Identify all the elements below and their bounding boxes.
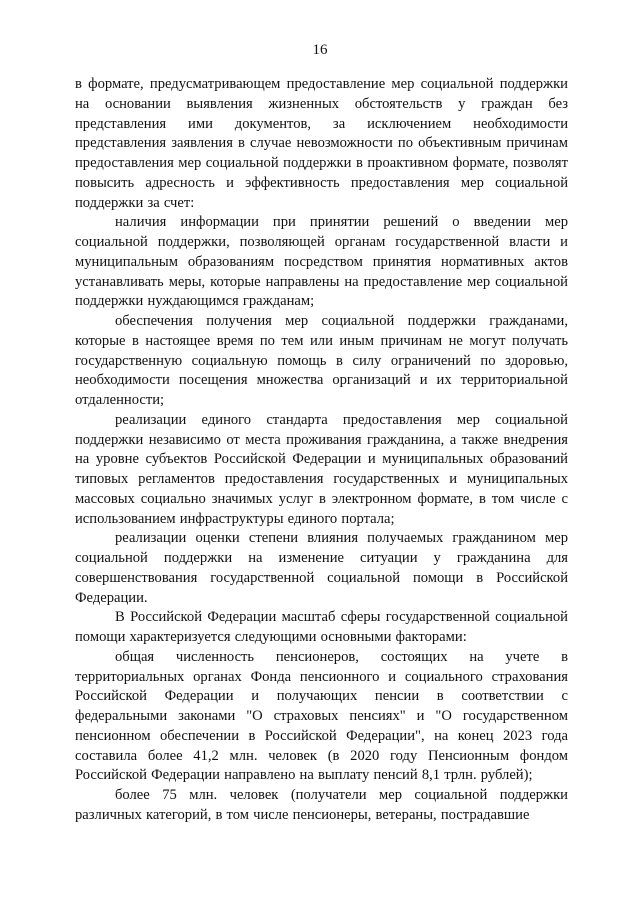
paragraph-1: в формате, предусматривающем предоставление мер социальной поддержки на основании выявления жизненных обстоятельств у граждан без представления ими документов, за исключением необходимости представления заявления в случае невозможности по объективным причинам предоставления мер социальной поддержки в проактивном формате, позволят повысить адресность и эффективность предоставления мер социальной поддержки за счет: <box>75 76 568 211</box>
document-body <box>75 75 568 826</box>
paragraph-3: обеспечения получения мер социальной поддержки гражданами, которые в настоящее время по тем или иным причинам не могут получать государственную социальную помощь в силу ограничений по здоровью, необходимости посещения множества организаций и их территориальной отдаленности; <box>75 313 568 408</box>
paragraph-2: наличия информации при принятии решений о введении мер социальной поддержки, позволяющей органам государственной власти и муниципальным образованиям посредством принятия нормативных актов устанавливать меры, которые направлены на предоставление мер социальной поддержки нуждающимся гражданам; <box>75 214 568 310</box>
paragraph-7: общая численность пенсионеров, состоящих на учете в территориальных органах Фонда пенсионного и социального страхования Российской Федерации и получающих пенсии в соответствии с федеральными законами "О страховых пенсиях" и "О государственном пенсионном обеспечении в Российской Федерации", на конец 2023 года составила более 41,2 млн. человек (в 2020 году Пенсионным фондом Российской Федерации направлено на выплату пенсий 8,1 трлн. рублей); <box>75 648 568 784</box>
paragraph-6: В Российской Федерации масштаб сферы государственной социальной помощи характеризуется следующими основными факторами: <box>75 609 568 645</box>
page-number: 16 <box>312 42 328 58</box>
paragraph-8: более 75 млн. человек (получатели мер социальной поддержки различных категорий, в том числе пенсионеры, ветераны, пострадавшие <box>75 787 568 823</box>
paragraph-4: реализации единого стандарта предоставления мер социальной поддержки независимо от места проживания гражданина, а также внедрения на уровне субъектов Российской Федерации и муниципальных образований типовых регламентов предоставления государственных и муниципальных массовых социально значимых услуг в электронном формате, в том числе с использованием инфраструктуры единого портала; <box>75 411 568 527</box>
paragraph-5: реализации оценки степени влияния получаемых гражданином мер социальной поддержки на изменение ситуации у гражданина для совершенствования государственной социальной помощи в Российской Федерации. <box>75 530 568 606</box>
